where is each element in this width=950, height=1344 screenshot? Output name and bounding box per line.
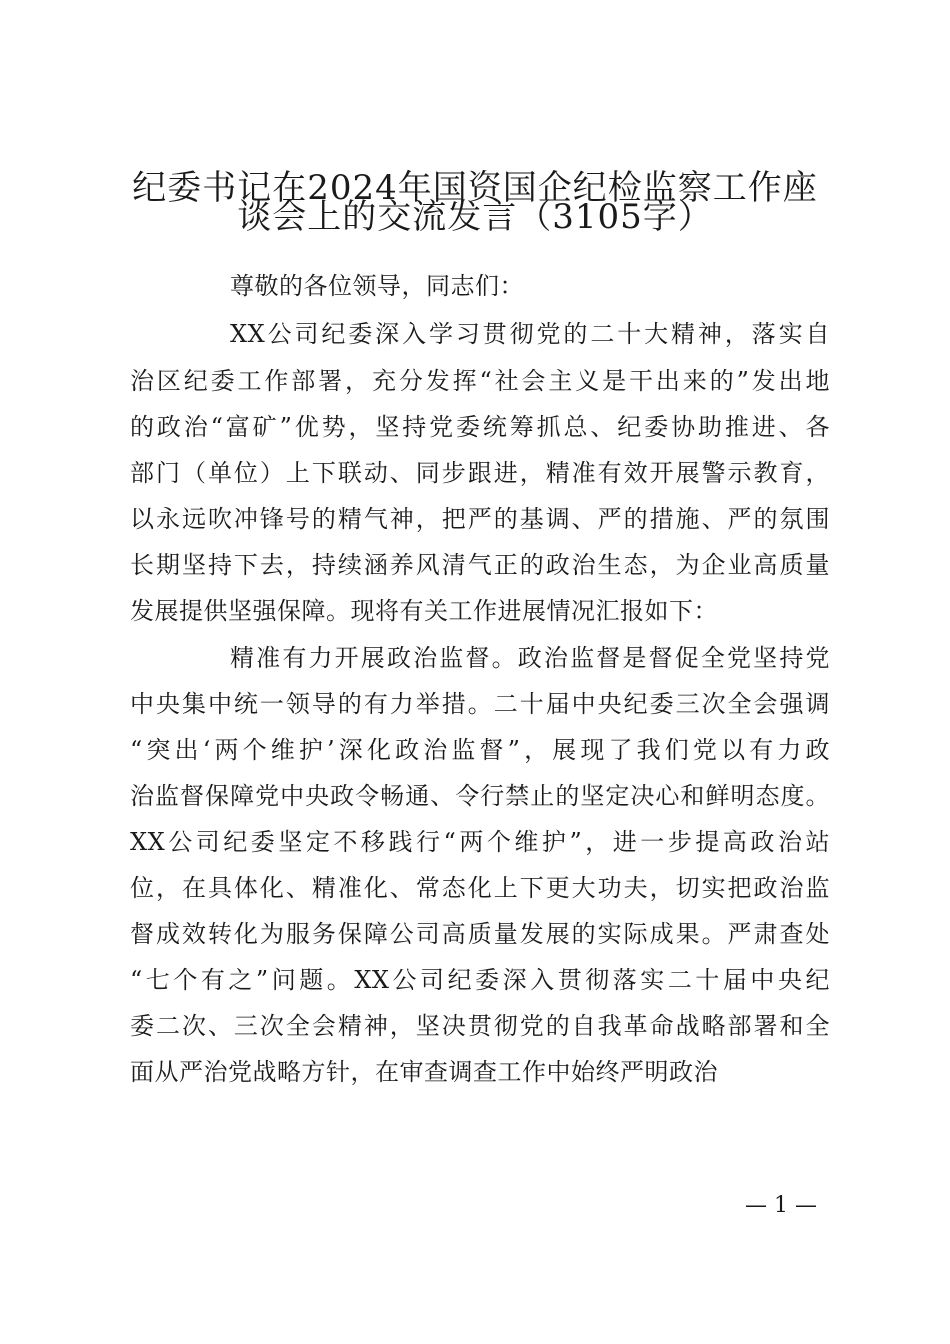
paragraph-2-line: “七个有之”问题。XX公司纪委深入贯彻落实二十届中央纪 — [130, 966, 830, 994]
salutation: 尊敬的各位领导，同志们： — [230, 272, 524, 300]
paragraph-2-line: 位，在具体化、精准化、常态化上下更大功夫，切实把政治监 — [130, 874, 830, 902]
paragraph-1-line: 的政治“富矿”优势，坚持党委统筹抓总、纪委协助推进、各 — [130, 413, 830, 441]
page-number: — 1 — — [745, 1193, 817, 1218]
paragraph-1-line: 部门（单位）上下联动、同步跟进，精准有效开展警示教育， — [130, 459, 830, 487]
paragraph-1-line: 长期坚持下去，持续涵养风清气正的政治生态，为企业高质量 — [130, 551, 830, 579]
paragraph-2-line: 中央集中统一领导的有力举措。二十届中央纪委三次全会强调 — [130, 690, 830, 718]
paragraph-1-line: XX公司纪委深入学习贯彻党的二十大精神，落实自 — [230, 320, 830, 348]
paragraph-2-line: 督成效转化为服务保障公司高质量发展的实际成果。严肃查处 — [130, 920, 830, 948]
document-title-line-1: 纪委书记在2024年国资国企纪检监察工作座 — [132, 168, 818, 208]
paragraph-2-line: 委二次、三次全会精神，坚决贯彻党的自我革命战略部署和全 — [130, 1012, 830, 1040]
paragraph-1-line: 发展提供坚强保障。现将有关工作进展情况汇报如下： — [130, 597, 718, 625]
paragraph-2-line: 面从严治党战略方针，在审查调查工作中始终严明政治 — [130, 1058, 718, 1086]
paragraph-2-line: 精准有力开展政治监督。政治监督是督促全党坚持党 — [230, 644, 830, 672]
paragraph-1-line: 以永远吹冲锋号的精气神，把严的基调、严的措施、严的氛围 — [130, 505, 830, 533]
paragraph-2-line: “突出‘两个维护’深化政治监督”，展现了我们党以有力政 — [130, 736, 830, 764]
paragraph-2-line: XX公司纪委坚定不移践行“两个维护”，进一步提高政治站 — [130, 828, 830, 856]
paragraph-1-line: 治区纪委工作部署，充分发挥“社会主义是干出来的”发出地 — [130, 367, 830, 395]
document-title-line-2: 谈会上的交流发言（3105字） — [237, 197, 713, 237]
paragraph-2-line: 治监督保障党中央政令畅通、令行禁止的坚定决心和鲜明态度。 — [130, 782, 830, 810]
